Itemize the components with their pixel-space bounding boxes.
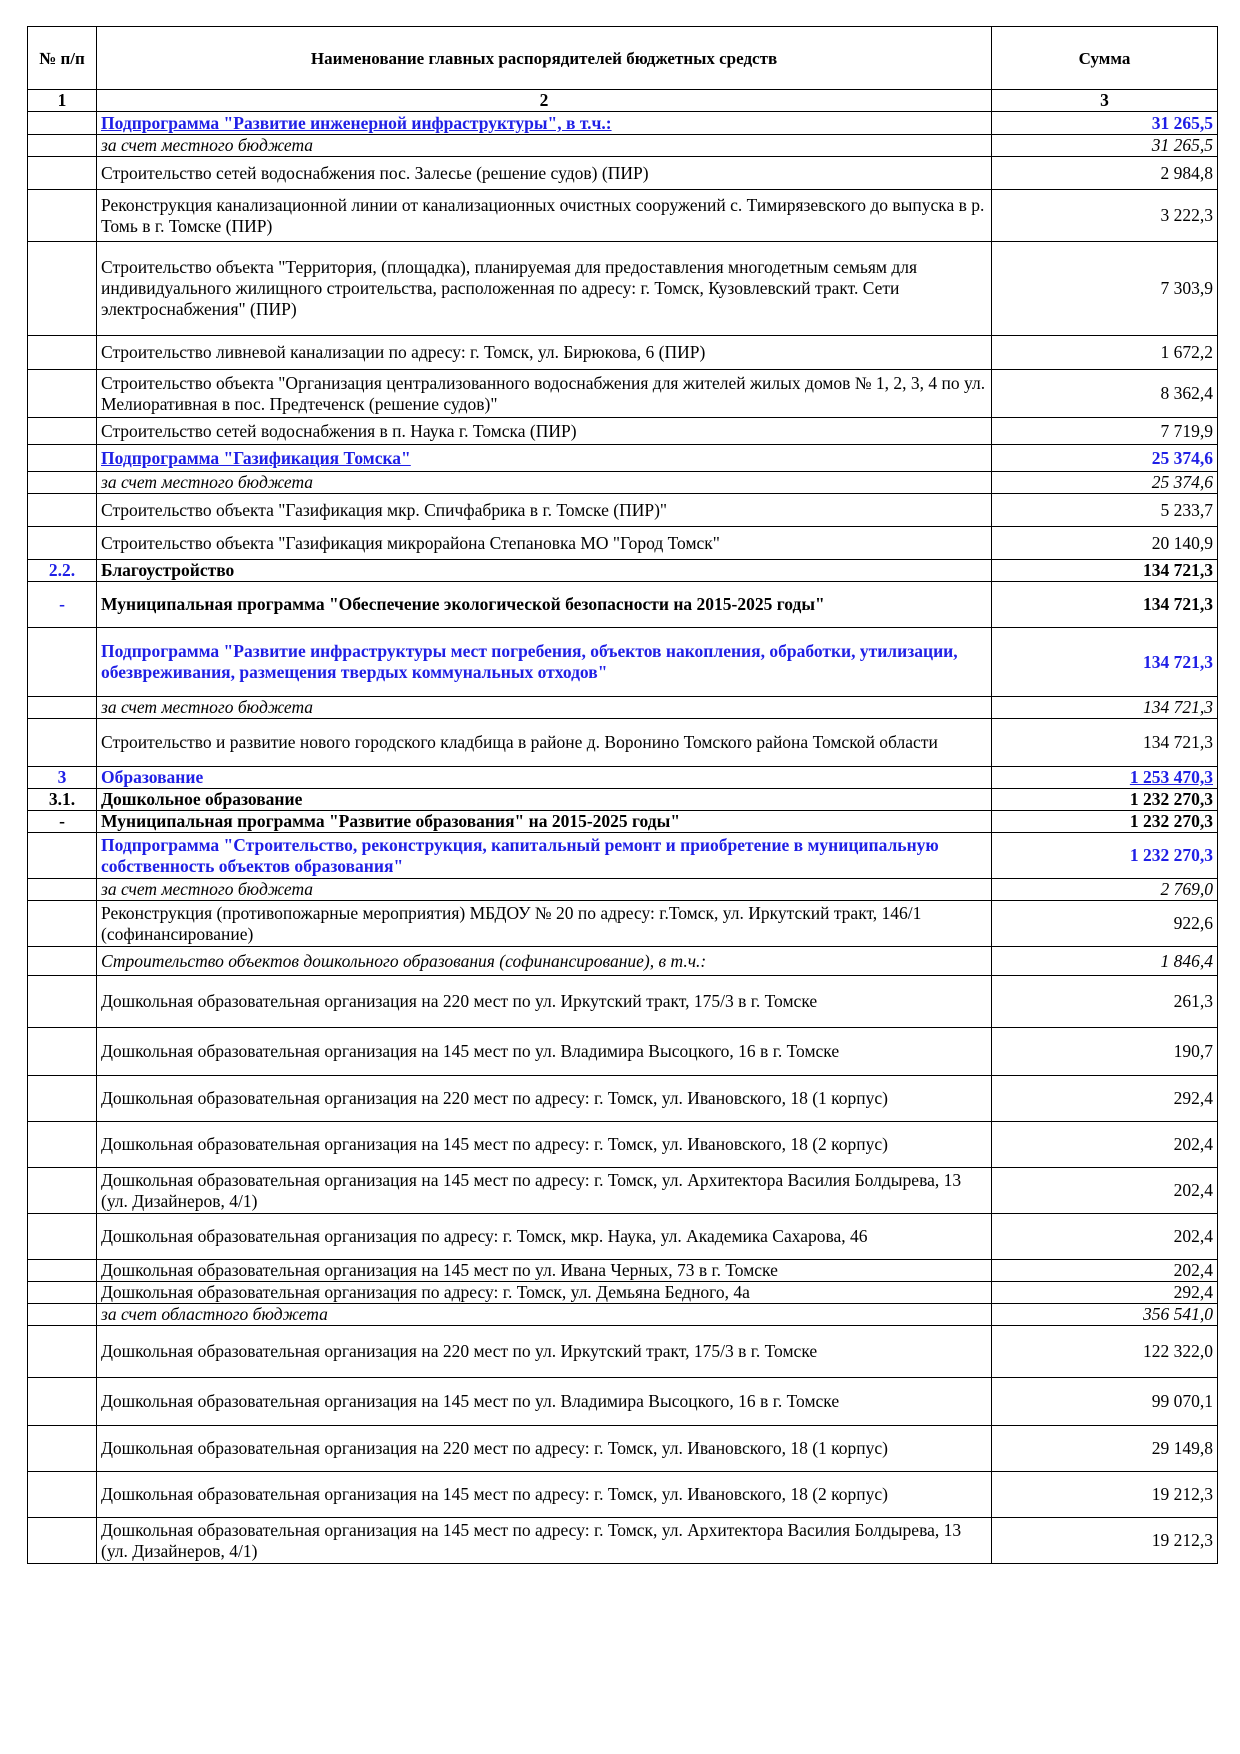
row-num: 2.2. — [28, 560, 97, 582]
row-num — [28, 719, 97, 767]
row-name: Подпрограмма "Развитие инфраструктуры мест погребения, объектов накопления, обработки, утилизации, обезвреживания, размещения твердых коммунальных отходов" — [97, 628, 992, 697]
table-row — [28, 1282, 1218, 1304]
row-sum: 7 303,9 — [992, 242, 1218, 336]
table-row — [28, 190, 1218, 242]
table-row — [28, 1028, 1218, 1076]
table-row — [28, 767, 1218, 789]
row-num — [28, 1028, 97, 1076]
table-row — [28, 1472, 1218, 1518]
row-sum: 19 212,3 — [992, 1472, 1218, 1518]
table-row — [28, 494, 1218, 527]
table-row — [28, 833, 1218, 879]
row-sum: 31 265,5 — [992, 112, 1218, 135]
row-name: Муниципальная программа "Развитие образования" на 2015-2025 годы" — [97, 811, 992, 833]
table-row — [28, 157, 1218, 190]
row-sum: 356 541,0 — [992, 1304, 1218, 1326]
row-name: Благоустройство — [97, 560, 992, 582]
row-name: Дошкольная образовательная организация на 145 мест по ул. Ивана Черных, 73 в г. Томске — [97, 1260, 992, 1282]
table-row — [28, 719, 1218, 767]
row-name: Муниципальная программа "Обеспечение экологической безопасности на 2015-2025 годы" — [97, 582, 992, 628]
row-num — [28, 1426, 97, 1472]
row-name: Дошкольная образовательная организация на 220 мест по адресу: г. Томск, ул. Ивановского, 18 (1 корпус) — [97, 1076, 992, 1122]
row-sum: 1 232 270,3 — [992, 811, 1218, 833]
row-num — [28, 336, 97, 370]
table-row — [28, 1122, 1218, 1168]
table-row — [28, 1076, 1218, 1122]
row-sum: 292,4 — [992, 1282, 1218, 1304]
row-sum: 190,7 — [992, 1028, 1218, 1076]
row-name: Строительство объекта "Территория, (площадка), планируемая для предоставления многодетным семьям для индивидуального жилищного строительства, расположенная по адресу: г. Томск, Кузовлевский тракт. Сети электроснабжения" (ПИР) — [97, 242, 992, 336]
row-num: - — [28, 582, 97, 628]
row-sum: 261,3 — [992, 976, 1218, 1028]
row-sum: 2 984,8 — [992, 157, 1218, 190]
table-row — [28, 527, 1218, 560]
table-row — [28, 472, 1218, 494]
table-row — [28, 697, 1218, 719]
row-num — [28, 418, 97, 445]
budget-document — [27, 26, 1217, 1564]
row-sum: 202,4 — [992, 1260, 1218, 1282]
index-num: 1 — [28, 90, 97, 112]
row-sum: 134 721,3 — [992, 628, 1218, 697]
row-name: Строительство и развитие нового городского кладбища в районе д. Воронино Томского района Томской области — [97, 719, 992, 767]
row-num — [28, 1518, 97, 1564]
row-sum: 99 070,1 — [992, 1378, 1218, 1426]
row-name: Дошкольная образовательная организация на 220 мест по ул. Иркутский тракт, 175/3 в г. Томске — [97, 976, 992, 1028]
row-num — [28, 112, 97, 135]
row-num — [28, 976, 97, 1028]
row-name: Строительство объектов дошкольного образования (софинансирование), в т.ч.: — [97, 947, 992, 976]
row-name: за счет областного бюджета — [97, 1304, 992, 1326]
row-num — [28, 242, 97, 336]
table-row — [28, 1214, 1218, 1260]
row-name: Строительство объекта "Газификация микрорайона Степановка МО "Город Томск" — [97, 527, 992, 560]
row-num — [28, 1326, 97, 1378]
row-num: - — [28, 811, 97, 833]
row-name: Строительство сетей водоснабжения пос. Залесье (решение судов) (ПИР) — [97, 157, 992, 190]
table-row — [28, 811, 1218, 833]
table-row — [28, 789, 1218, 811]
row-num — [28, 494, 97, 527]
row-num — [28, 1214, 97, 1260]
table-row — [28, 1168, 1218, 1214]
table-row — [28, 336, 1218, 370]
row-sum: 1 672,2 — [992, 336, 1218, 370]
header-sum: Сумма — [992, 27, 1218, 90]
table-row — [28, 901, 1218, 947]
row-name: Дошкольная образовательная организация на 220 мест по адресу: г. Томск, ул. Ивановского, 18 (1 корпус) — [97, 1426, 992, 1472]
table-row — [28, 445, 1218, 472]
table-row — [28, 242, 1218, 336]
row-num — [28, 1260, 97, 1282]
budget-table — [27, 26, 1218, 1564]
row-name: за счет местного бюджета — [97, 472, 992, 494]
row-name: Дошкольная образовательная организация на 145 мест по ул. Владимира Высоцкого, 16 в г. Томске — [97, 1378, 992, 1426]
index-sum: 3 — [992, 90, 1218, 112]
row-num — [28, 879, 97, 901]
row-name: Дошкольная образовательная организация на 220 мест по ул. Иркутский тракт, 175/3 в г. Томске — [97, 1326, 992, 1378]
table-row — [28, 1378, 1218, 1426]
row-num — [28, 445, 97, 472]
table-row — [28, 879, 1218, 901]
header-num: № п/п — [28, 27, 97, 90]
row-num — [28, 1282, 97, 1304]
row-num — [28, 833, 97, 879]
row-sum: 202,4 — [992, 1122, 1218, 1168]
row-name: Образование — [97, 767, 992, 789]
row-num — [28, 947, 97, 976]
row-name: Подпрограмма "Газификация Томска" — [97, 445, 992, 472]
row-name: Дошкольная образовательная организация на 145 мест по адресу: г. Томск, ул. Архитектора Василия Болдырева, 13 (ул. Дизайнеров, 4/1) — [97, 1518, 992, 1564]
row-name: за счет местного бюджета — [97, 697, 992, 719]
row-name: Реконструкция канализационной линии от канализационных очистных сооружений с. Тимирязевского до выпуска в р. Томь в г. Томске (ПИР) — [97, 190, 992, 242]
row-sum: 20 140,9 — [992, 527, 1218, 560]
row-num — [28, 1304, 97, 1326]
row-num — [28, 190, 97, 242]
row-sum: 1 232 270,3 — [992, 833, 1218, 879]
row-name: за счет местного бюджета — [97, 135, 992, 157]
row-num — [28, 135, 97, 157]
row-name: Строительство объекта "Газификация мкр. Спичфабрика в г. Томске (ПИР)" — [97, 494, 992, 527]
row-name: Подпрограмма "Строительство, реконструкция, капитальный ремонт и приобретение в муниципальную собственность объектов образования" — [97, 833, 992, 879]
row-num — [28, 1472, 97, 1518]
row-num: 3 — [28, 767, 97, 789]
table-row — [28, 112, 1218, 135]
index-name: 2 — [97, 90, 992, 112]
row-name: Подпрограмма "Развитие инженерной инфраструктуры", в т.ч.: — [97, 112, 992, 135]
row-name: Строительство сетей водоснабжения в п. Наука г. Томска (ПИР) — [97, 418, 992, 445]
table-row — [28, 1518, 1218, 1564]
row-sum: 134 721,3 — [992, 582, 1218, 628]
row-name: Дошкольная образовательная организация по адресу: г. Томск, мкр. Наука, ул. Академика Сахарова, 46 — [97, 1214, 992, 1260]
row-sum: 122 322,0 — [992, 1326, 1218, 1378]
table-row — [28, 1426, 1218, 1472]
table-row — [28, 135, 1218, 157]
row-sum: 1 846,4 — [992, 947, 1218, 976]
row-num — [28, 370, 97, 418]
row-sum: 922,6 — [992, 901, 1218, 947]
row-num — [28, 472, 97, 494]
row-sum: 134 721,3 — [992, 560, 1218, 582]
row-name: Дошкольная образовательная организация на 145 мест по адресу: г. Томск, ул. Ивановского, 18 (2 корпус) — [97, 1122, 992, 1168]
row-sum: 134 721,3 — [992, 719, 1218, 767]
table-row — [28, 947, 1218, 976]
table-row — [28, 1260, 1218, 1282]
row-num — [28, 527, 97, 560]
row-sum: 134 721,3 — [992, 697, 1218, 719]
table-header-row — [28, 27, 1218, 90]
row-sum: 292,4 — [992, 1076, 1218, 1122]
row-num — [28, 1122, 97, 1168]
row-name: Дошкольная образовательная организация по адресу: г. Томск, ул. Демьяна Бедного, 4а — [97, 1282, 992, 1304]
row-sum: 202,4 — [992, 1214, 1218, 1260]
row-sum: 202,4 — [992, 1168, 1218, 1214]
row-num — [28, 1378, 97, 1426]
table-row — [28, 370, 1218, 418]
row-num — [28, 628, 97, 697]
column-index-row — [28, 90, 1218, 112]
row-name: Дошкольная образовательная организация на 145 мест по ул. Владимира Высоцкого, 16 в г. Томске — [97, 1028, 992, 1076]
row-name: Дошкольная образовательная организация на 145 мест по адресу: г. Томск, ул. Архитектора Василия Болдырева, 13 (ул. Дизайнеров, 4/1) — [97, 1168, 992, 1214]
table-row — [28, 560, 1218, 582]
table-row — [28, 1304, 1218, 1326]
row-sum: 25 374,6 — [992, 445, 1218, 472]
row-name: Строительство ливневой канализации по адресу: г. Томск, ул. Бирюкова, 6 (ПИР) — [97, 336, 992, 370]
row-name: Строительство объекта "Организация централизованного водоснабжения для жителей жилых домов № 1, 2, 3, 4 по ул. Мелиоративная в пос. Предтеченск (решение судов)" — [97, 370, 992, 418]
row-num — [28, 697, 97, 719]
row-sum: 5 233,7 — [992, 494, 1218, 527]
row-sum: 19 212,3 — [992, 1518, 1218, 1564]
row-num — [28, 1168, 97, 1214]
row-name: Реконструкция (противопожарные мероприятия) МБДОУ № 20 по адресу: г.Томск, ул. Иркутский тракт, 146/1 (софинансирование) — [97, 901, 992, 947]
table-row — [28, 418, 1218, 445]
table-row — [28, 1326, 1218, 1378]
row-sum: 1 232 270,3 — [992, 789, 1218, 811]
row-name: Дошкольное образование — [97, 789, 992, 811]
row-num — [28, 901, 97, 947]
row-sum: 1 253 470,3 — [992, 767, 1218, 789]
row-sum: 25 374,6 — [992, 472, 1218, 494]
table-row — [28, 582, 1218, 628]
row-sum: 2 769,0 — [992, 879, 1218, 901]
row-sum: 3 222,3 — [992, 190, 1218, 242]
row-sum: 7 719,9 — [992, 418, 1218, 445]
row-sum: 31 265,5 — [992, 135, 1218, 157]
header-name: Наименование главных распорядителей бюджетных средств — [97, 27, 992, 90]
row-num — [28, 157, 97, 190]
row-num: 3.1. — [28, 789, 97, 811]
table-row — [28, 628, 1218, 697]
row-name: Дошкольная образовательная организация на 145 мест по адресу: г. Томск, ул. Ивановского, 18 (2 корпус) — [97, 1472, 992, 1518]
row-sum: 8 362,4 — [992, 370, 1218, 418]
row-name: за счет местного бюджета — [97, 879, 992, 901]
table-row — [28, 976, 1218, 1028]
row-num — [28, 1076, 97, 1122]
row-sum: 29 149,8 — [992, 1426, 1218, 1472]
